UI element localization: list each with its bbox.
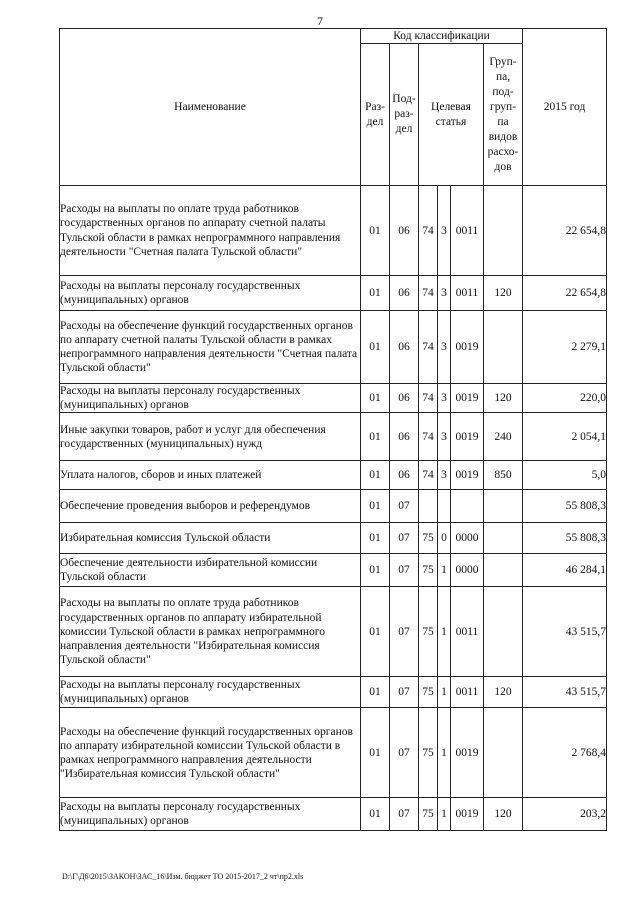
target-article-subprogram-cell: 1	[438, 798, 451, 831]
razdel-cell: 01	[361, 413, 390, 461]
target-article-program-cell: 75	[419, 554, 438, 587]
target-article-subprogram-cell: 3	[438, 413, 451, 461]
razdel-cell: 01	[361, 554, 390, 587]
row-name: Расходы на обеспечение функций государственных органов по аппарату избирательной комиссии Тульской области в рамках непрограммного направления деятельности "Избирательная комиссия Тульской области"	[60, 708, 361, 798]
target-article-subprogram-cell: 3	[438, 461, 451, 490]
target-article-program-cell: 74	[419, 384, 438, 413]
target-article-direction-cell: 0000	[451, 523, 484, 554]
header-code: Код классификации	[361, 29, 523, 44]
table-row	[60, 677, 607, 708]
target-article-direction-cell: 0011	[451, 677, 484, 708]
podrazdel-cell: 06	[390, 186, 419, 276]
target-article-direction-cell: 0000	[451, 554, 484, 587]
row-name: Уплата налогов, сборов и иных платежей	[60, 461, 361, 490]
target-article-program-cell: 74	[419, 186, 438, 276]
row-name: Расходы на выплаты персоналу государственных (муниципальных) органов	[60, 677, 361, 708]
podrazdel-cell: 07	[390, 798, 419, 831]
razdel-cell: 01	[361, 587, 390, 677]
target-article-direction-cell: 0019	[451, 384, 484, 413]
file-path-footer: D:\Г\Д6\2015\ЗАКОН\ЗАС_16\Изм. бюджет ТО 2015-2017_2 чт\пр2.xls	[62, 872, 304, 881]
header-expense-group: Груп- па, под- груп- па видов расхо- дов	[484, 44, 523, 186]
razdel-cell: 01	[361, 461, 390, 490]
podrazdel-cell: 06	[390, 384, 419, 413]
expense-group-cell	[484, 554, 523, 587]
podrazdel-cell: 07	[390, 554, 419, 587]
expense-group-cell: 120	[484, 677, 523, 708]
row-name: Избирательная комиссия Тульской области	[60, 523, 361, 554]
row-name: Расходы на выплаты персоналу государственных (муниципальных) органов	[60, 384, 361, 413]
target-article-subprogram-cell: 0	[438, 523, 451, 554]
table-body	[60, 186, 607, 831]
target-article-subprogram-cell: 3	[438, 186, 451, 276]
target-article-subprogram-cell: 3	[438, 311, 451, 384]
row-name: Обеспечение проведения выборов и референдумов	[60, 490, 361, 523]
expense-group-cell	[484, 708, 523, 798]
row-name: Расходы на выплаты по оплате труда работников государственных органов по аппарату избирательной комиссии Тульской области в рамках непрограммного направления деятельности "Избирательная комиссия Тульской области"	[60, 587, 361, 677]
table-row	[60, 490, 607, 523]
expense-group-cell	[484, 523, 523, 554]
amount-cell: 5,0	[523, 461, 607, 490]
page-number: 7	[317, 14, 323, 28]
target-article-subprogram-cell: 3	[438, 384, 451, 413]
podrazdel-cell: 07	[390, 523, 419, 554]
expense-group-cell: 120	[484, 798, 523, 831]
amount-cell: 2 054,1	[523, 413, 607, 461]
table-row	[60, 311, 607, 384]
target-article-subprogram-cell: 1	[438, 554, 451, 587]
amount-cell: 22 654,8	[523, 276, 607, 311]
amount-cell: 220,0	[523, 384, 607, 413]
expense-group-cell	[484, 186, 523, 276]
target-article-direction-cell: 0011	[451, 276, 484, 311]
target-article-direction-cell: 0011	[451, 587, 484, 677]
podrazdel-cell: 06	[390, 461, 419, 490]
expense-group-cell	[484, 587, 523, 677]
row-name: Расходы на выплаты персоналу государственных (муниципальных) органов	[60, 798, 361, 831]
podrazdel-cell: 07	[390, 677, 419, 708]
razdel-cell: 01	[361, 490, 390, 523]
razdel-cell: 01	[361, 523, 390, 554]
target-article-program-cell: 74	[419, 276, 438, 311]
table-row	[60, 276, 607, 311]
razdel-cell: 01	[361, 384, 390, 413]
expense-group-cell: 240	[484, 413, 523, 461]
target-article-subprogram-cell: 3	[438, 276, 451, 311]
amount-cell: 46 284,1	[523, 554, 607, 587]
expense-group-cell: 120	[484, 384, 523, 413]
expense-group-cell	[484, 490, 523, 523]
target-article-subprogram-cell: 1	[438, 587, 451, 677]
row-name: Расходы на выплаты по оплате труда работников государственных органов по аппарату счетной палаты Тульской области в рамках непрограммного направления деятельности "Счетная палата Тульской области"	[60, 186, 361, 276]
row-name: Обеспечение деятельности избирательной комиссии Тульской области	[60, 554, 361, 587]
target-article-direction-cell: 0019	[451, 461, 484, 490]
podrazdel-cell: 06	[390, 311, 419, 384]
target-article-program-cell	[419, 490, 438, 523]
target-article-subprogram-cell	[438, 490, 451, 523]
table-row	[60, 708, 607, 798]
table-row	[60, 554, 607, 587]
target-article-program-cell: 74	[419, 413, 438, 461]
target-article-direction-cell: 0019	[451, 708, 484, 798]
podrazdel-cell: 07	[390, 708, 419, 798]
target-article-program-cell: 74	[419, 311, 438, 384]
podrazdel-cell: 06	[390, 276, 419, 311]
amount-cell: 43 515,7	[523, 587, 607, 677]
target-article-direction-cell	[451, 490, 484, 523]
table-row	[60, 186, 607, 276]
razdel-cell: 01	[361, 311, 390, 384]
table-row	[60, 461, 607, 490]
target-article-program-cell: 75	[419, 587, 438, 677]
target-article-program-cell: 75	[419, 677, 438, 708]
razdel-cell: 01	[361, 677, 390, 708]
expense-group-cell: 120	[484, 276, 523, 311]
target-article-direction-cell: 0019	[451, 798, 484, 831]
header-year: 2015 год	[523, 29, 607, 186]
header-razdel: Раз- дел	[361, 44, 390, 186]
razdel-cell: 01	[361, 708, 390, 798]
table-row	[60, 798, 607, 831]
header-podrazdel: Под- раз- дел	[390, 44, 419, 186]
amount-cell: 203,2	[523, 798, 607, 831]
row-name: Расходы на обеспечение функций государственных органов по аппарату счетной палаты Тульской области в рамках непрограммного направления деятельности "Счетная палата Тульской области"	[60, 311, 361, 384]
amount-cell: 43 515,7	[523, 677, 607, 708]
target-article-program-cell: 75	[419, 708, 438, 798]
target-article-program-cell: 75	[419, 523, 438, 554]
amount-cell: 2 768,4	[523, 708, 607, 798]
budget-table	[59, 28, 607, 831]
podrazdel-cell: 06	[390, 413, 419, 461]
table-row	[60, 587, 607, 677]
row-name: Иные закупки товаров, работ и услуг для обеспечения государственных (муниципальных) нужд	[60, 413, 361, 461]
expense-group-cell: 850	[484, 461, 523, 490]
target-article-direction-cell: 0019	[451, 311, 484, 384]
header-name: Наименование	[60, 29, 361, 186]
target-article-direction-cell: 0019	[451, 413, 484, 461]
razdel-cell: 01	[361, 276, 390, 311]
header-target-article: Целевая статья	[419, 44, 484, 186]
amount-cell: 22 654,8	[523, 186, 607, 276]
target-article-program-cell: 74	[419, 461, 438, 490]
amount-cell: 2 279,1	[523, 311, 607, 384]
table-row	[60, 523, 607, 554]
target-article-subprogram-cell: 1	[438, 708, 451, 798]
razdel-cell: 01	[361, 798, 390, 831]
amount-cell: 55 808,3	[523, 490, 607, 523]
amount-cell: 55 808,3	[523, 523, 607, 554]
target-article-direction-cell: 0011	[451, 186, 484, 276]
podrazdel-cell: 07	[390, 587, 419, 677]
podrazdel-cell: 07	[390, 490, 419, 523]
expense-group-cell	[484, 311, 523, 384]
target-article-subprogram-cell: 1	[438, 677, 451, 708]
target-article-program-cell: 75	[419, 798, 438, 831]
table-row	[60, 384, 607, 413]
table-row	[60, 413, 607, 461]
row-name: Расходы на выплаты персоналу государственных (муниципальных) органов	[60, 276, 361, 311]
razdel-cell: 01	[361, 186, 390, 276]
